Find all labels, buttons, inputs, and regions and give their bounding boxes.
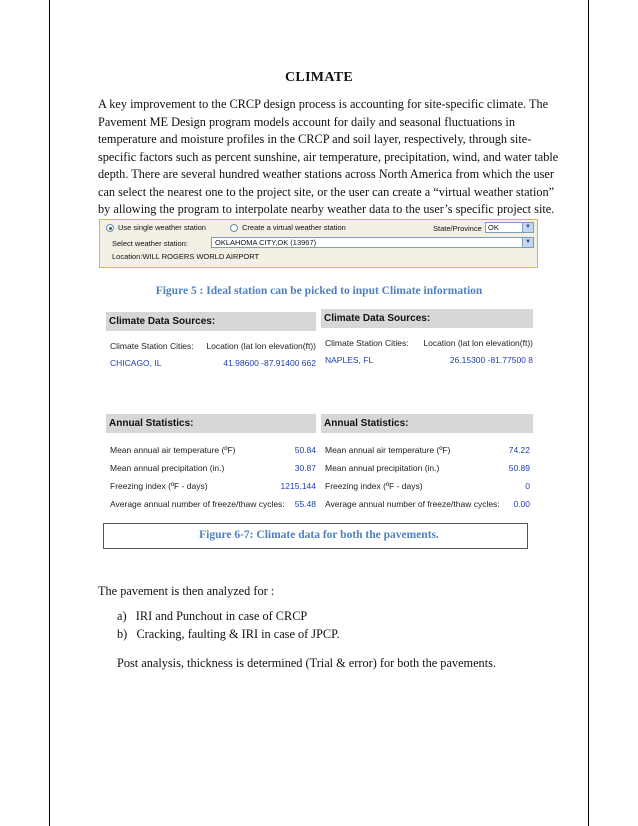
single-station-option[interactable] <box>106 223 206 232</box>
location-label: Location (lat lon elevation(ft)) <box>206 341 316 351</box>
state-province-label: State/Province <box>433 224 482 233</box>
radio-selected-icon[interactable] <box>106 224 114 232</box>
sources-header: Climate Data Sources: <box>106 312 316 331</box>
stat-label: Mean annual air temperature (ºF) <box>325 445 451 455</box>
paragraph-line: Pavement ME Design program models account for daily and seasonal fluctuations in <box>98 114 515 129</box>
stats-header: Annual Statistics: <box>321 414 533 433</box>
virtual-station-label: Create a virtual weather station <box>242 223 346 232</box>
stat-label: Average annual number of freeze/thaw cycles: <box>325 499 500 509</box>
location-label: Location (lat lon elevation(ft)) <box>423 338 533 348</box>
station-location-coords: 26.15300 -81.77500 8 <box>449 355 533 365</box>
stat-label: Freezing index (ºF - days) <box>325 481 423 491</box>
chevron-down-icon[interactable]: ▼ <box>522 223 533 232</box>
analysis-item: b) Cracking, faulting & IRI in case of JPCP. <box>117 627 340 641</box>
climate-sources-chicago <box>106 312 316 378</box>
stats-header: Annual Statistics: <box>106 414 316 433</box>
stat-value: 0.00 <box>513 499 530 509</box>
stat-label: Mean annual precipitation (in.) <box>325 463 440 473</box>
stat-value: 55.48 <box>294 499 316 509</box>
stat-label: Freezing index (ºF - days) <box>110 481 208 491</box>
section-title: CLIMATE <box>285 70 353 85</box>
state-province-select[interactable] <box>485 222 534 233</box>
stat-value: 50.84 <box>294 445 316 455</box>
paragraph-line: depth. There are several hundred weather stations across North America from which the user <box>98 167 554 181</box>
sources-header: Climate Data Sources: <box>321 309 533 328</box>
station-location: Location:WILL ROGERS WORLD AIRPORT <box>112 252 260 261</box>
select-station-label: Select weather station: <box>112 239 188 248</box>
paragraph-line: A key improvement to the CRCP design process is accounting for site-specific climate. The <box>98 97 549 111</box>
paragraph-line: by allowing the program to interpolate nearby weather data to the user’s specific project site. <box>98 202 555 216</box>
paragraph-line: specific factors such as percent sunshine, air temperature, precipitation, wind, and water table <box>98 149 559 164</box>
single-station-label: Use single weather station <box>118 223 206 232</box>
analysis-item: a) IRI and Punchout in case of CRCP <box>117 609 308 623</box>
figure-5-caption: Figure 5 : Ideal station can be picked to input Climate information <box>155 285 483 297</box>
station-city: NAPLES, FL <box>325 355 374 365</box>
page-border-left <box>49 0 50 826</box>
paragraph-line: can select the nearest one to the project site, or the user can create a “virtual weather station” <box>98 184 555 199</box>
stat-label: Mean annual precipitation (in.) <box>110 463 225 473</box>
stat-value: 30.87 <box>294 463 316 473</box>
station-city: CHICAGO, IL <box>110 358 162 368</box>
page-border-right <box>588 0 589 826</box>
paragraph-line: temperature and moisture profiles in the CRCP and soil layer, respectively, through site- <box>98 132 532 146</box>
annual-stats-chicago <box>106 414 316 518</box>
radio-unselected-icon[interactable] <box>230 224 238 232</box>
analysis-intro: The pavement is then analyzed for : <box>98 584 275 598</box>
stat-label: Average annual number of freeze/thaw cycles: <box>110 499 285 509</box>
post-analysis-text: Post analysis, thickness is determined (Trial & error) for both the pavements. <box>117 656 496 670</box>
stat-value: 1215.144 <box>280 481 316 491</box>
weather-station-select[interactable] <box>211 237 534 248</box>
virtual-station-option[interactable] <box>230 223 346 232</box>
climate-paragraph <box>98 96 559 219</box>
stat-value: 50.89 <box>508 463 530 473</box>
stat-value: 74.22 <box>508 445 530 455</box>
chevron-down-icon[interactable]: ▼ <box>522 238 533 247</box>
figure-6-7-caption: Figure 6-7: Climate data for both the pavements. <box>199 529 439 541</box>
station-location-coords: 41.98600 -87.91400 662 <box>223 358 316 368</box>
stat-value: 0 <box>525 481 530 491</box>
station-value: OKLAHOMA CITY,OK (13967) <box>215 238 317 247</box>
weather-station-panel <box>99 219 538 268</box>
state-value: OK <box>488 223 499 232</box>
cities-label: Climate Station Cities: <box>325 338 409 348</box>
cities-label: Climate Station Cities: <box>110 341 194 351</box>
climate-sources-naples <box>321 309 533 375</box>
annual-stats-naples <box>321 414 533 518</box>
stat-label: Mean annual air temperature (ºF) <box>110 445 236 455</box>
